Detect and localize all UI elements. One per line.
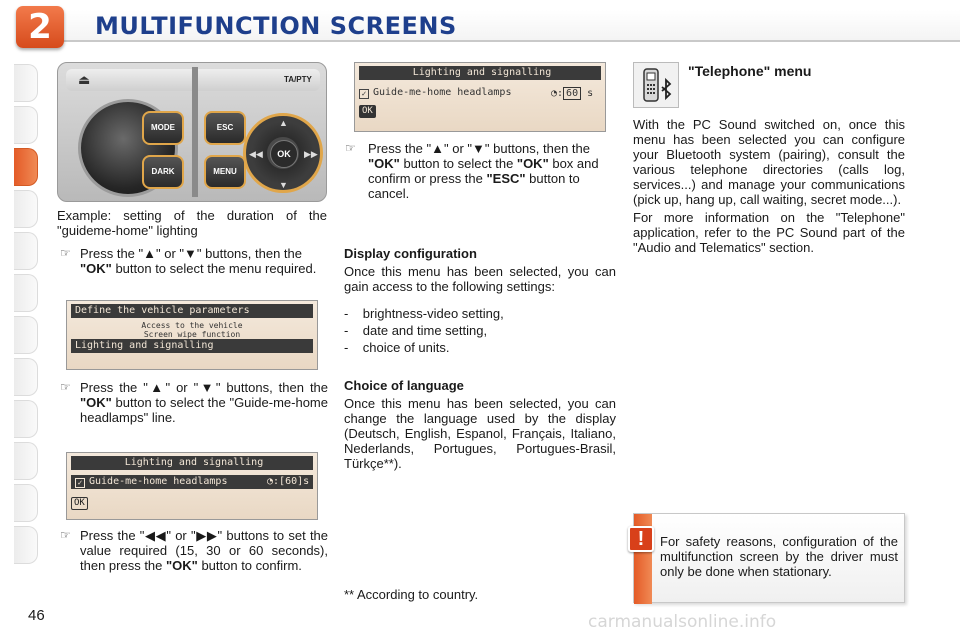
- chapter-tab-4[interactable]: [14, 190, 38, 228]
- guide-me-home-row: ✓ Guide-me-home headlamps ◔:[60]s: [71, 475, 313, 489]
- menu-item-access: Access to the vehicle: [141, 321, 243, 330]
- chapter-tab-5[interactable]: [14, 232, 38, 270]
- step-4-text: Press the "▲" or "▼" buttons, then the "OK" button to select the "OK" box and confirm or press the "ESC" button to cancel.: [368, 141, 599, 201]
- chapter-tab-9[interactable]: [14, 400, 38, 438]
- display-config-item: - choice of units.: [344, 340, 450, 355]
- step-3-text: Press the "◀◀" or "▶▶" buttons to set the value required (15, 30 or 60 seconds), then press the "OK" button to confirm.: [80, 528, 329, 573]
- ok-box-selected: OK: [359, 105, 376, 118]
- pointer-icon: ☞: [60, 246, 71, 260]
- chapter-tab-3[interactable]: [14, 148, 38, 186]
- telephone-paragraph-2: For more information on the "Telephone" application, refer to the PC Sound part of the "Audio and Telematics" section.: [633, 210, 905, 255]
- menu-button: MENU: [204, 155, 246, 189]
- menu-item-wipe: Screen wipe function: [143, 330, 241, 339]
- example-caption: Example: setting of the duration of the "guideme-home" lighting: [57, 208, 327, 238]
- screen-title: Lighting and signalling: [359, 66, 601, 80]
- chapter-tab-1[interactable]: [14, 64, 38, 102]
- display-config-item: - brightness-video setting,: [344, 306, 504, 321]
- telephone-paragraph-1: With the PC Sound switched on, once this menu has been selected you can configure your Bluetooth system (pairing), consult the various telephone directories (calls log, services...) and manage your communications (pick up, hang up, call waiting, secret mode...).: [633, 117, 905, 207]
- page-header: [0, 0, 960, 52]
- chapter-tab-11[interactable]: [14, 484, 38, 522]
- step-1-text: Press the "▲" or "▼" buttons, then the "OK" button to select the menu required.: [80, 246, 317, 276]
- arrow-up-icon: ▲: [279, 118, 288, 128]
- ok-box: OK: [71, 497, 88, 510]
- telephone-icon: [633, 62, 679, 108]
- checkbox-icon: ✓: [359, 89, 369, 99]
- chapter-tab-7[interactable]: [14, 316, 38, 354]
- telephone-heading: "Telephone" menu: [688, 63, 812, 79]
- timer-value: ◔: 60 s: [551, 88, 594, 99]
- guide-me-home-row: ✓ Guide-me-home headlamps: [359, 87, 549, 99]
- eject-icon: ⏏: [78, 72, 91, 87]
- arrow-right-icon: ▶▶: [304, 149, 318, 159]
- screen-vehicle-parameters: [66, 300, 318, 370]
- footnote: ** According to country.: [344, 587, 479, 602]
- arrow-down-icon: ▼: [279, 180, 288, 190]
- chapter-tab-2[interactable]: [14, 106, 38, 144]
- page-number: 46: [28, 607, 45, 624]
- chapter-tab-10[interactable]: [14, 442, 38, 480]
- screen-title: Define the vehicle parameters: [71, 304, 313, 318]
- screen-lighting-signalling: [66, 452, 318, 520]
- mode-button: MODE: [142, 111, 184, 145]
- chapter-badge: 2: [16, 6, 64, 48]
- arrow-left-icon: ◀◀: [249, 149, 263, 159]
- display-config-item: - date and time setting,: [344, 323, 488, 338]
- step-2-text: Press the "▲" or "▼" buttons, then the "OK" button to select the "Guide-me-home headlamps" line.: [80, 380, 329, 425]
- warning-text: For safety reasons, configuration of the multifunction screen by the driver must only be done when stationary.: [660, 534, 898, 579]
- screen-lighting-ok-selected: [354, 62, 606, 132]
- pointer-icon: ☞: [60, 380, 71, 394]
- watermark: carmanualsonline.info: [588, 612, 777, 632]
- dark-button: DARK: [142, 155, 184, 189]
- display-config-intro: Once this menu has been selected, you can gain access to the following settings:: [344, 264, 616, 294]
- ta-pty-label: TA/PTY: [284, 75, 312, 84]
- language-heading: Choice of language: [344, 378, 464, 393]
- display-config-heading: Display configuration: [344, 246, 477, 261]
- chapter-tab-6[interactable]: [14, 274, 38, 312]
- screen-title: Lighting and signalling: [71, 456, 313, 470]
- checkbox-icon: ✓: [75, 478, 85, 488]
- menu-item-selected: Lighting and signalling: [71, 339, 313, 353]
- esc-button: ESC: [204, 111, 246, 145]
- chapter-tab-12[interactable]: [14, 526, 38, 564]
- panel-divider: [192, 67, 198, 197]
- control-panel-image: [57, 62, 327, 202]
- page-title: MULTIFUNCTION SCREENS: [95, 12, 457, 40]
- warning-icon: !: [628, 526, 654, 552]
- language-body: Once this menu has been selected, you can change the language used by the display (Deutsch, English, Espanol, Français, Italiano, Nederlands, Portugues, Portugues-Brasil, Türkçe**).: [344, 396, 616, 471]
- safety-warning-box: [633, 513, 905, 603]
- ok-button: OK: [270, 140, 298, 168]
- chapter-tabs: [14, 64, 38, 574]
- pointer-icon: ☞: [60, 528, 71, 542]
- chapter-tab-8[interactable]: [14, 358, 38, 396]
- navigation-ring: [243, 113, 323, 193]
- timer-value: ◔:[60]s: [267, 476, 310, 487]
- pointer-icon: ☞: [345, 141, 356, 155]
